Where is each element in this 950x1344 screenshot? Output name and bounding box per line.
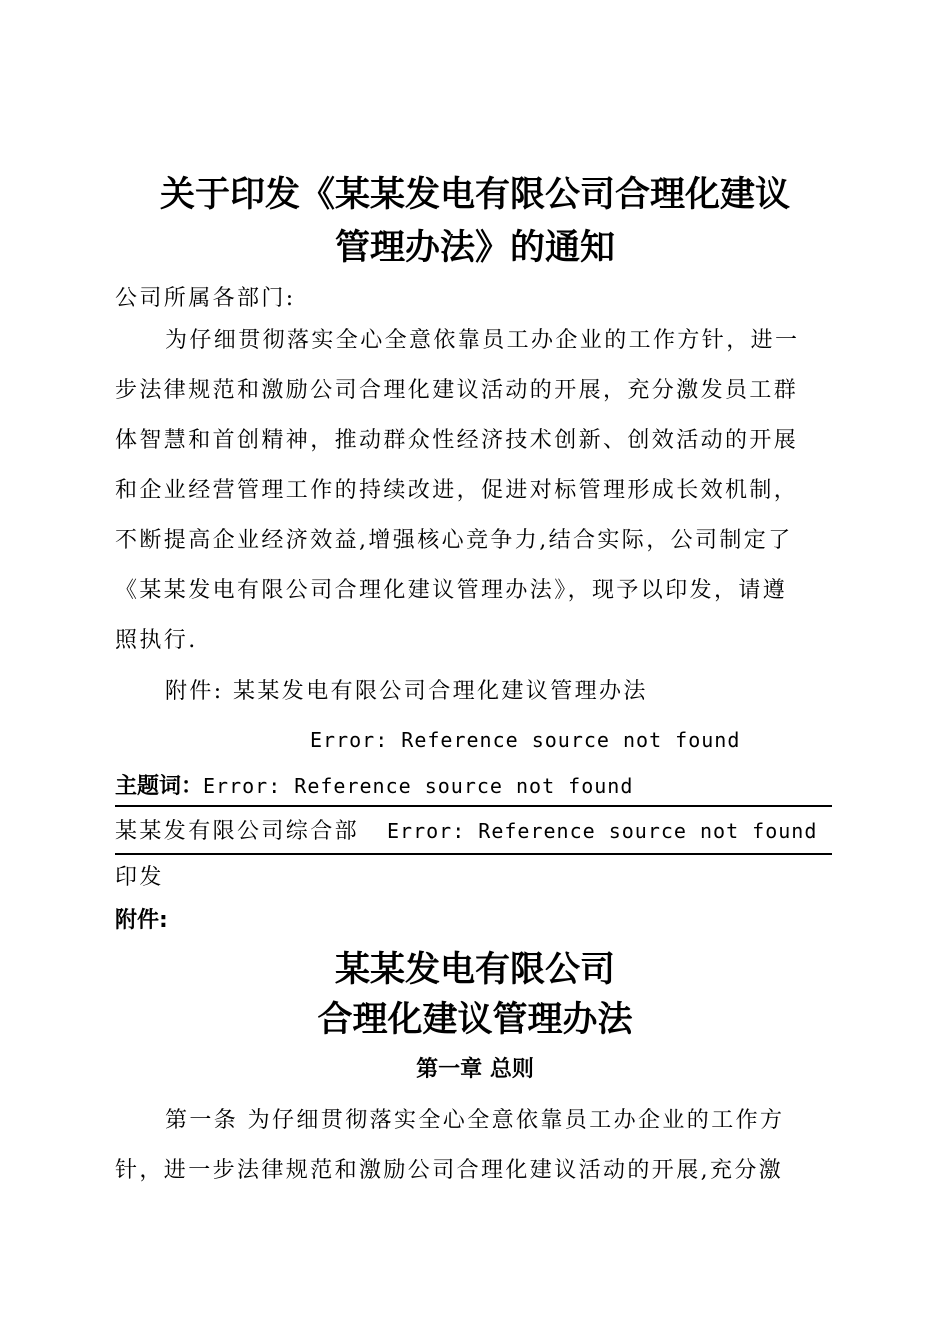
body-line: 《某某发电有限公司合理化建议管理办法》，现予以印发，请遵: [115, 578, 788, 603]
issued-text: 印发: [115, 865, 164, 890]
article-line: 针，进一步法律规范和激励公司合理化建议活动的开展,充分激: [115, 1158, 784, 1183]
attachment-label: 附件:: [115, 908, 168, 933]
divider-top: [115, 805, 832, 807]
chapter-heading: 第一章 总则: [416, 1057, 534, 1082]
keywords-row: [115, 771, 633, 802]
body-line: 不断提高企业经济效益,增强核心竞争力,结合实际，公司制定了: [115, 528, 793, 553]
divider-bottom: [115, 853, 832, 855]
notice-title-line-2: 管理办法》的通知: [334, 228, 615, 268]
body-line: 照执行.: [115, 628, 198, 653]
issuer-row: [115, 816, 817, 847]
body-line: 为仔细贯彻落实全心全意依靠员工办企业的工作方针，进一: [165, 328, 800, 353]
regulation-title-line-1: 某某发电有限公司: [334, 950, 615, 990]
attachment-reference: 附件: 某某发电有限公司合理化建议管理办法: [165, 679, 648, 704]
body-line: 和企业经营管理工作的持续改进，促进对标管理形成长效机制，: [115, 478, 799, 503]
keywords-label: 主题词：: [115, 774, 204, 799]
regulation-title-line-2: 合理化建议管理办法: [317, 1000, 633, 1040]
salutation: 公司所属各部门:: [115, 286, 296, 311]
body-line: 体智慧和首创精神，推动群众性经济技术创新、创效活动的开展: [115, 428, 799, 453]
article-line: 第一条 为仔细贯彻落实全心全意依靠员工办企业的工作方: [165, 1108, 785, 1133]
keywords-value: Error: Reference source not found: [203, 774, 634, 798]
notice-title-line-1: 关于印发《某某发电有限公司合理化建议: [159, 175, 790, 215]
issuer-department: 某某发有限公司综合部: [115, 819, 360, 844]
issuer-error: Error: Reference source not found: [387, 819, 818, 843]
body-line: 步法律规范和激励公司合理化建议活动的开展，充分激发员工群: [115, 378, 799, 403]
reference-error: Error: Reference source not found: [310, 728, 741, 752]
